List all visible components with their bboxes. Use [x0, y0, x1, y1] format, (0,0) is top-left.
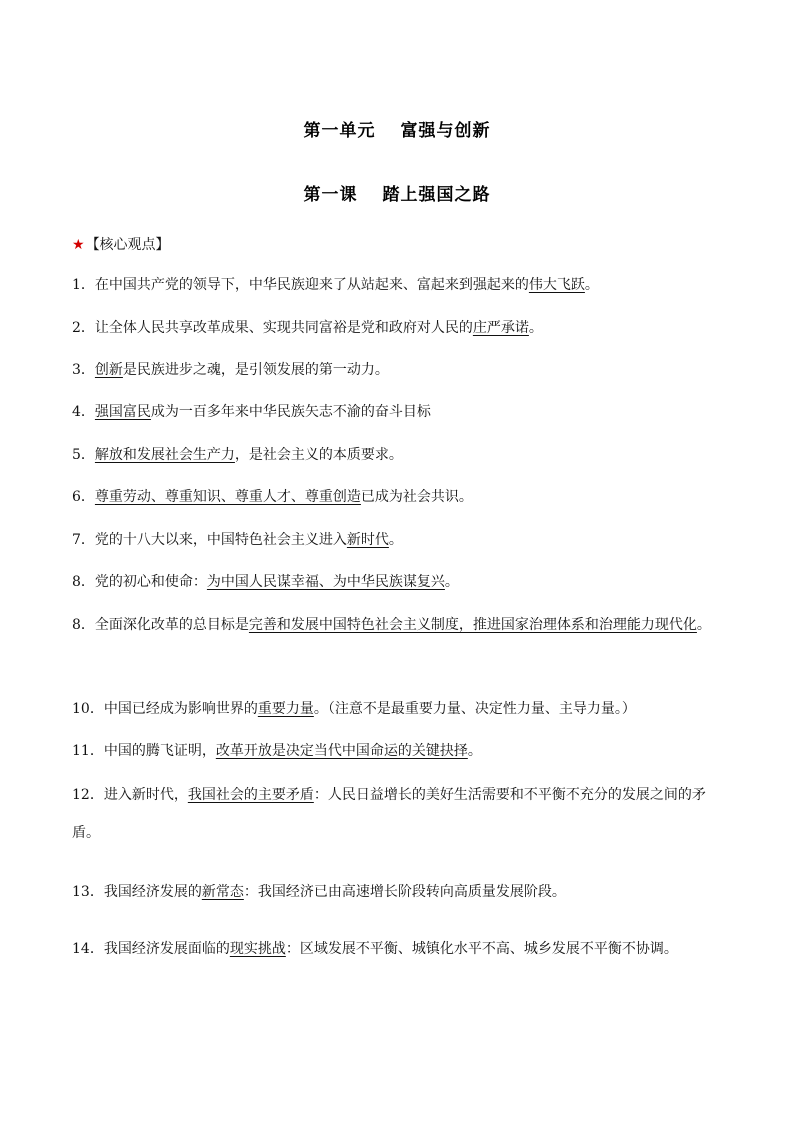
key-term: 新时代 [346, 532, 389, 548]
point-item [72, 606, 724, 644]
key-term: 尊重劳动、尊重知识、尊重人才、尊重创造 [94, 489, 361, 505]
point-item [72, 275, 724, 295]
key-term: 我国社会的主要矛盾 [187, 787, 314, 803]
point-item [72, 530, 724, 550]
point-text: ：人民日益增长的美好生活需要和不平衡不充分的发展之间的矛盾。 [72, 787, 706, 841]
point-item [72, 882, 724, 902]
point-text: 。 [584, 277, 599, 293]
key-term: 现实挑战 [229, 941, 286, 957]
key-term: 强国富民 [94, 404, 151, 420]
point-item [72, 445, 724, 465]
point-text: 是民族进步之魂，是引领发展的第一动力。 [122, 362, 389, 378]
key-term: 庄严承诺 [472, 320, 529, 336]
point-text: 1．在中国共产党的领导下，中华民族迎来了从站起来、富起来到强起来的 [72, 277, 529, 293]
point-text: 11．中国的腾飞证明， [72, 743, 216, 759]
key-term: 完善和发展中国特色社会主义制度，推进国家治理体系和治理能力现代化 [248, 617, 697, 633]
star-icon: ★ [72, 237, 85, 253]
point-text: 8．党的初心和使命： [72, 574, 207, 590]
point-text: 。（注意不是最重要力量、决定性力量、主导力量。） [313, 701, 636, 717]
key-term: 重要力量 [257, 701, 314, 717]
point-text: 。 [444, 574, 459, 590]
key-term: 改革开放是决定当代中国命运的关键抉择 [215, 743, 468, 759]
section-heading [72, 234, 170, 254]
point-text: 6． [72, 489, 95, 505]
point-item [72, 402, 724, 422]
point-text: 4． [72, 404, 95, 420]
unit-title: 第一单元 富强与创新 [303, 121, 491, 141]
point-text: 14．我国经济发展面临的 [72, 941, 230, 957]
point-text: 7．党的十八大以来，中国特色社会主义进入 [72, 532, 347, 548]
point-text: 10．中国已经成为影响世界的 [72, 701, 258, 717]
point-item [72, 487, 724, 507]
key-term: 新常态 [201, 884, 244, 900]
point-item [72, 699, 724, 719]
key-term: 伟大飞跃 [528, 277, 585, 293]
point-text: ，是社会主义的本质要求。 [234, 447, 403, 463]
point-item [72, 572, 724, 592]
point-text: 5． [72, 447, 95, 463]
point-text: 12．进入新时代， [72, 787, 188, 803]
point-item [72, 741, 724, 761]
point-text: 3． [72, 362, 95, 378]
point-item [72, 318, 724, 338]
point-text: 。 [388, 532, 403, 548]
point-text: 。 [696, 617, 711, 633]
key-term: 解放和发展社会生产力 [94, 447, 235, 463]
point-item [72, 776, 724, 852]
key-term: 创新 [94, 362, 123, 378]
point-text: 2．让全体人民共享改革成果、实现共同富裕是党和政府对人民的 [72, 320, 473, 336]
point-text: 。 [467, 743, 482, 759]
point-item [72, 360, 724, 380]
key-term: 为中国人民谋幸福、为中华民族谋复兴 [206, 574, 445, 590]
point-item [72, 930, 724, 968]
point-text: 8．全面深化改革的总目标是 [72, 617, 249, 633]
point-text: 。 [528, 320, 543, 336]
section-label: 【核心观点】 [85, 237, 170, 253]
point-text: 成为一百多年来中华民族矢志不渝的奋斗目标 [150, 404, 431, 420]
point-text: 13．我国经济发展的 [72, 884, 202, 900]
point-text: 已成为社会共识。 [360, 489, 473, 505]
point-text: ：我国经济已由高速增长阶段转向高质量发展阶段。 [243, 884, 566, 900]
lesson-title: 第一课 踏上强国之路 [303, 185, 491, 205]
point-text: ：区域发展不平衡、城镇化水平不高、城乡发展不平衡不协调。 [285, 941, 678, 957]
